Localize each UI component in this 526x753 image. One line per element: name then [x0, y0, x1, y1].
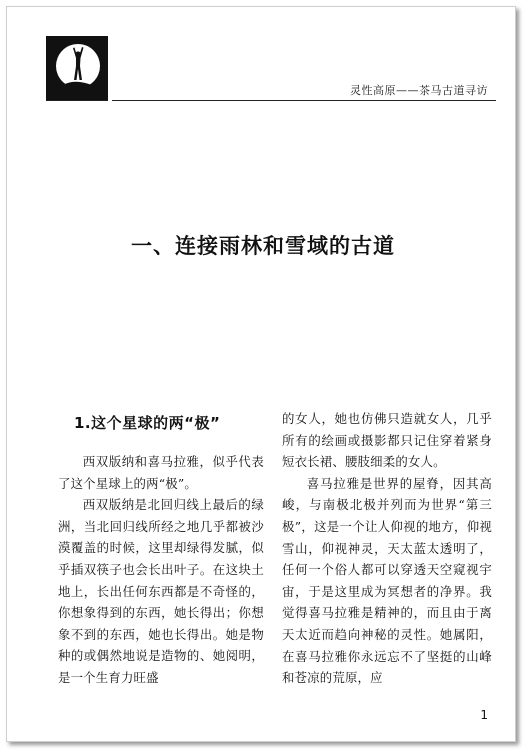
right-column: [282, 408, 492, 689]
paragraph: 西双版纳和喜马拉雅，似乎代表了这个星球上的两“极”。: [58, 454, 264, 491]
section-title: 1.这个星球的两“极”: [74, 414, 221, 432]
header-rule-left: [46, 100, 108, 101]
chapter-title: 一、连接雨林和雪域的古道: [131, 234, 395, 258]
running-header: 灵性高原——茶马古道寻访: [350, 84, 488, 97]
left-column: [58, 400, 264, 689]
moon-figure-emblem: [46, 36, 108, 100]
paragraph: 的女人，她也仿佛只造就女人，几乎所有的绘画或摄影都只记住穿着紧身短衣长裙、腰肢细柔的女人。: [282, 411, 492, 470]
paragraph: 西双版纳是北回归线上最后的绿洲，当北回归线所经之地几乎都被沙漠覆盖的时候，这里却绿得发腻，似乎插双筷子也会长出叶子。在这块土地上，长出任何东西都是不奇怪的，你想象得到的东西，她长得出；你想象不到的东西，她也长得出。她是物种的或偶然地说是造物的、她阅明，是一个生育力旺盛: [58, 497, 264, 685]
header-rule: [112, 100, 496, 101]
paragraph: 喜马拉雅是世界的屋脊，因其高峻，与南极北极并列而为世界“第三极”，这是一个让人仰视的地方，仰视雪山，仰视神灵，天太蓝太透明了，任何一个俗人都可以穿透天空窥视宇宙，于是这里成为冥想者的净界。我觉得喜马拉雅是精神的，而且由于离天太近而趋向神秘的灵性。她属阳，在喜马拉雅你永远忘不了坚挺的山峰和苍凉的荒原，应: [282, 475, 492, 686]
page-number: 1: [480, 708, 488, 722]
